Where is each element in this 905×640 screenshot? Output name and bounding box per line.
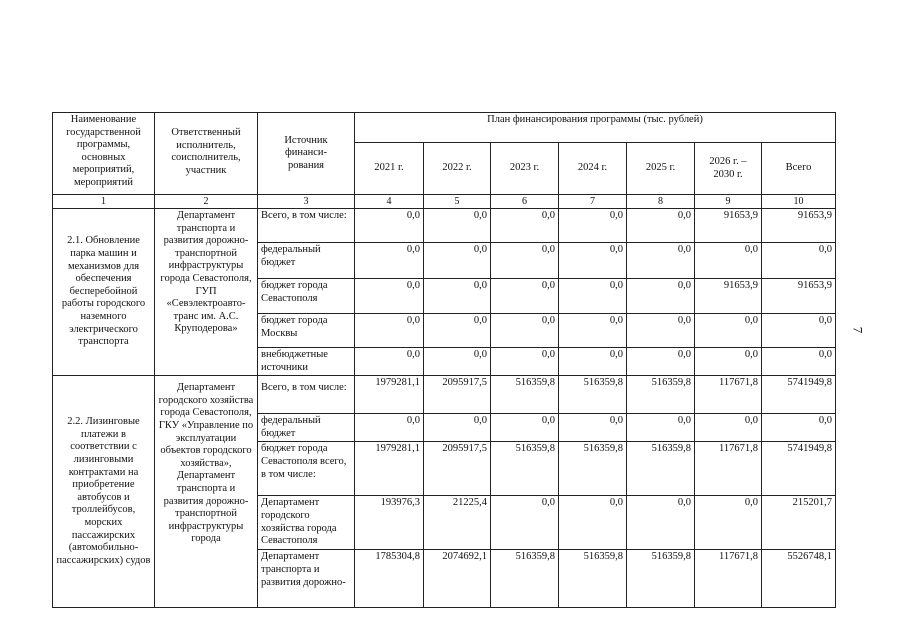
financing-table <box>52 112 836 608</box>
value-cell: 91653,9 <box>762 279 836 314</box>
value-cell: 91653,9 <box>695 279 762 314</box>
source-cell: внебюджетные источники <box>258 348 355 376</box>
value-cell: 0,0 <box>424 279 491 314</box>
value-cell: 516359,8 <box>627 376 695 414</box>
value-cell: 117671,8 <box>695 550 762 608</box>
col-number: 3 <box>258 195 355 209</box>
source-cell: бюджет города Севастополя <box>258 279 355 314</box>
value-cell: 516359,8 <box>559 376 627 414</box>
value-cell: 0,0 <box>695 496 762 550</box>
executor-text: Департамент транспорта и развития дорожно-транспортной инфраструктуры города Севастополя, ГУП «Севэлектроавто-транс им. А.С. Круподерова» <box>160 210 252 335</box>
value-cell: 0,0 <box>627 243 695 279</box>
value-cell: 215201,7 <box>762 496 836 550</box>
header-year-2024: 2024 г. <box>559 143 627 195</box>
value-cell: 0,0 <box>559 243 627 279</box>
value-cell: 0,0 <box>695 414 762 442</box>
source-cell: бюджет города Севастополя всего, в том числе: <box>258 442 355 496</box>
header-name: Наименование государственной программы, основных мероприятий, мероприятий <box>53 113 155 195</box>
value-cell: 0,0 <box>491 496 559 550</box>
header-plan: План финансирования программы (тыс. рублей) <box>355 113 836 143</box>
value-cell: 0,0 <box>762 348 836 376</box>
value-cell: 516359,8 <box>627 550 695 608</box>
source-cell: Всего, в том числе: <box>258 376 355 414</box>
value-cell: 0,0 <box>627 414 695 442</box>
value-cell: 0,0 <box>491 314 559 348</box>
value-cell: 117671,8 <box>695 442 762 496</box>
header-year-2023: 2023 г. <box>491 143 559 195</box>
header-year-2022: 2022 г. <box>424 143 491 195</box>
value-cell: 516359,8 <box>491 442 559 496</box>
source-cell: федеральный бюджет <box>258 243 355 279</box>
value-cell: 2074692,1 <box>424 550 491 608</box>
value-cell: 0,0 <box>424 243 491 279</box>
value-cell: 516359,8 <box>559 442 627 496</box>
value-cell: 0,0 <box>355 414 424 442</box>
value-cell: 91653,9 <box>762 209 836 243</box>
value-cell: 516359,8 <box>627 442 695 496</box>
value-cell: 0,0 <box>355 243 424 279</box>
value-cell: 516359,8 <box>559 550 627 608</box>
value-cell: 0,0 <box>762 314 836 348</box>
value-cell: 193976,3 <box>355 496 424 550</box>
value-cell: 1979281,1 <box>355 376 424 414</box>
value-cell: 0,0 <box>695 314 762 348</box>
col-number: 8 <box>627 195 695 209</box>
value-cell: 0,0 <box>424 348 491 376</box>
header-year-2026-2030: 2026 г. – 2030 г. <box>695 143 762 195</box>
value-cell: 0,0 <box>559 314 627 348</box>
value-cell: 0,0 <box>355 348 424 376</box>
source-cell: бюджет города Москвы <box>258 314 355 348</box>
value-cell: 0,0 <box>627 496 695 550</box>
value-cell: 21225,4 <box>424 496 491 550</box>
value-cell: 0,0 <box>627 348 695 376</box>
value-cell: 0,0 <box>762 414 836 442</box>
value-cell: 2095917,5 <box>424 376 491 414</box>
col-number: 9 <box>695 195 762 209</box>
source-cell: Всего, в том числе: <box>258 209 355 243</box>
col-number: 5 <box>424 195 491 209</box>
table-row <box>53 209 836 243</box>
section-name-2-1: 2.1. Обновление парка машин и механизмов для обеспечения бесперебойной работы городского наземного электрического транспорта <box>53 209 155 376</box>
value-cell: 0,0 <box>424 209 491 243</box>
source-cell: Департамент городского хозяйства города Севастополя <box>258 496 355 550</box>
header-year-2025: 2025 г. <box>627 143 695 195</box>
value-cell: 5526748,1 <box>762 550 836 608</box>
value-cell: 0,0 <box>627 209 695 243</box>
value-cell: 0,0 <box>559 279 627 314</box>
value-cell: 91653,9 <box>695 209 762 243</box>
value-cell: 0,0 <box>491 209 559 243</box>
value-cell: 0,0 <box>695 243 762 279</box>
table-row <box>53 376 836 414</box>
col-number: 7 <box>559 195 627 209</box>
value-cell: 0,0 <box>491 414 559 442</box>
value-cell: 0,0 <box>355 279 424 314</box>
col-number: 2 <box>155 195 258 209</box>
header-executor: Ответственный исполнитель, соисполнитель, участник <box>155 113 258 195</box>
value-cell: 516359,8 <box>491 550 559 608</box>
value-cell: 0,0 <box>559 209 627 243</box>
col-number: 4 <box>355 195 424 209</box>
value-cell: 117671,8 <box>695 376 762 414</box>
section-executor-2-1 <box>155 209 258 376</box>
header-source: Источник финанси-рования <box>258 113 355 195</box>
value-cell: 0,0 <box>627 279 695 314</box>
value-cell: 0,0 <box>424 414 491 442</box>
value-cell: 0,0 <box>355 209 424 243</box>
col-number: 6 <box>491 195 559 209</box>
value-cell: 516359,8 <box>491 376 559 414</box>
value-cell: 0,0 <box>559 496 627 550</box>
value-cell: 5741949,8 <box>762 442 836 496</box>
section-executor-2-2: Департамент городского хозяйства города Севастополя, ГКУ «Управление по эксплуатации объектов городского хозяйства», Департамент транспорта и развития дорожно-транспортной инфраструктуры города <box>155 376 258 608</box>
value-cell: 0,0 <box>762 243 836 279</box>
section-name-2-2: 2.2. Лизинговые платежи в соответствии с лизинговыми контрактами на приобретение автобусов и троллейбусов, морских пассажирских (автомобильно-пассажирских) судов <box>53 376 155 608</box>
value-cell: 0,0 <box>491 348 559 376</box>
value-cell: 0,0 <box>491 279 559 314</box>
source-cell: Департамент транспорта и развития дорожно- <box>258 550 355 608</box>
value-cell: 0,0 <box>695 348 762 376</box>
value-cell: 1979281,1 <box>355 442 424 496</box>
value-cell: 5741949,8 <box>762 376 836 414</box>
col-number: 1 <box>53 195 155 209</box>
value-cell: 0,0 <box>424 314 491 348</box>
value-cell: 0,0 <box>559 414 627 442</box>
value-cell: 0,0 <box>491 243 559 279</box>
header-total: Всего <box>762 143 836 195</box>
header-year-2021: 2021 г. <box>355 143 424 195</box>
value-cell: 1785304,8 <box>355 550 424 608</box>
value-cell: 0,0 <box>559 348 627 376</box>
source-cell: федеральный бюджет <box>258 414 355 442</box>
value-cell: 2095917,5 <box>424 442 491 496</box>
page-number: 7 <box>850 326 866 334</box>
col-number: 10 <box>762 195 836 209</box>
value-cell: 0,0 <box>627 314 695 348</box>
value-cell: 0,0 <box>355 314 424 348</box>
